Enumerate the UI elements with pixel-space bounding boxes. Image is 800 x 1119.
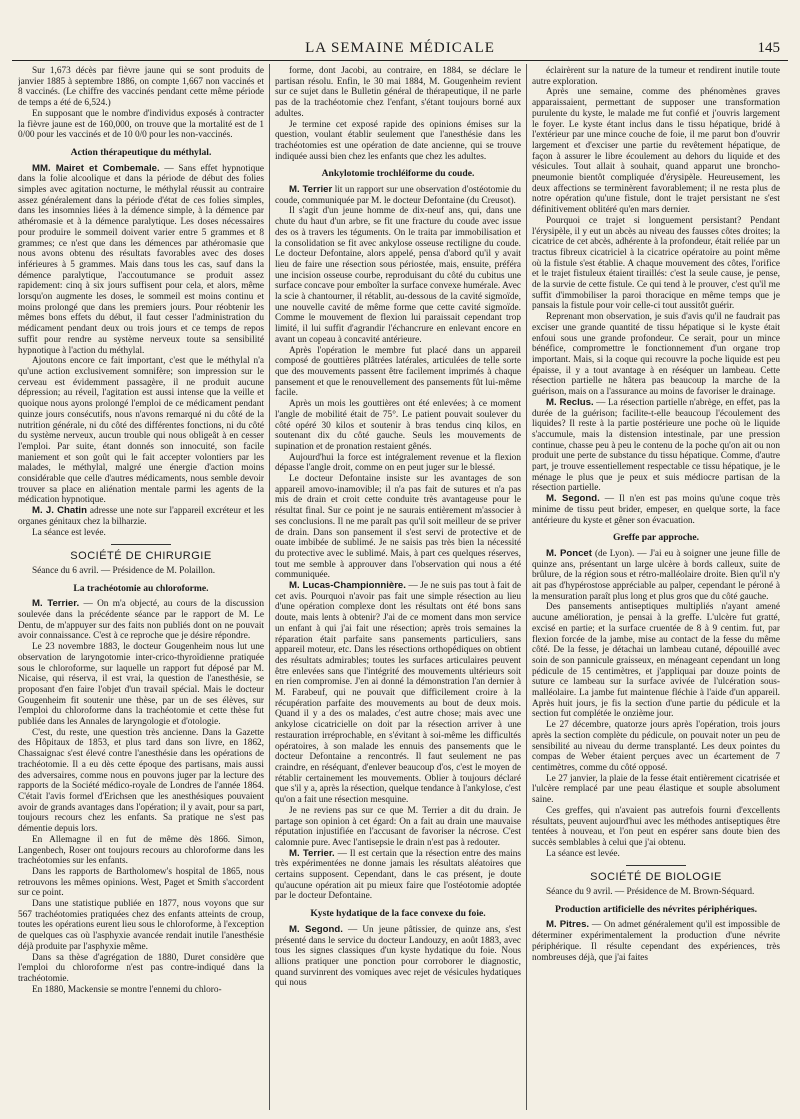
paragraph: En Allemagne il en fut de même dès 1866. Simon, Langenbech, Roser ont toujours recours au chloroforme dans les trachéotomies sur les enfants. xyxy=(18,834,264,867)
article-subheading: Greffe par approche. xyxy=(612,532,700,544)
paragraph xyxy=(18,164,264,357)
article-subheading: Kyste hydatique de la face convexe du foie. xyxy=(310,908,486,920)
paragraph: Pourquoi ce trajet si longuement persistant? Pendant l'érysipèle, il y eut un abcès au niveau des fausses côtes droites; la cicatrice de cet abcès, adhérente à la profondeur, était reliée par un tractus fibreux cicatriciel à la cicatrice opératoire au point même où la fistule s'est établie. A chaque mouvement des côtes, l'orifice et le trajet fistuleux étaient tiraillés: c'est la seule cause, je pense, de la survie de cette fistule. Ce qui tend à le prouver, c'est qu'il me suffit d'immobiliser la paroi thoracique en même temps que je pansais la fistule pour voir celle-ci tout aussitôt guérir. xyxy=(532,215,780,312)
paragraph-text: — Il n'en est pas moins qu'une coque très minime de tissu peut brider, empeser, en quelque sorte, la face antérieure du kyste et gêner son évacuation. xyxy=(532,494,780,526)
paragraph: Ajoutons encore ce fait important, c'est que le méthylal n'a qu'une action exclusivement somnifère; son impression sur le cerveau est évidemment passagère, il ne produit aucune dépression; au réveil, l'agitation est aussi intense que la veille et quoique nous ayons prolongé l'emploi de ce médicament pendant quinze jours consécutifs, nous n'avons remarqué ni du côté de la nutrition générale, ni du côté des différentes fonctions, ni du côté du système nerveux, aucun trouble qui nous obligeât à en cesser l'emploi. Par suite, étant donnés son innocuité, son facile maniement et son goût qui le fait accepter volontiers par les malades, le méthylal, malgré une énergie d'action moins considérable que celle d'autres médicaments, nous semble devoir trouver sa place en aliénation mentale parmi les agents de la médication hypnotique. xyxy=(18,356,264,506)
speaker-name: MM. Mairet et Combemale. xyxy=(32,162,160,174)
paragraph xyxy=(532,920,780,963)
paragraph: En supposant que le nombre d'individus exposés à contracter la fièvre jaune est de 160,000, on trouve que la mortalité est de 1 0/00 pour les vaccinés et de 10 0/0 pour les non-vaccinés. xyxy=(18,108,264,141)
paragraph: éclairèrent sur la nature de la tumeur et rendirent inutile toute autre exploration. xyxy=(532,66,780,87)
page-header xyxy=(12,38,788,62)
paragraph xyxy=(275,925,521,989)
paragraph: C'est, du reste, une question très ancienne. Dans la Gazette des Hôpitaux de 1853, et plus tard dans son livre, en 1862, Chassaignac s'est élevé contre l'anesthésie dans les opérations de trachéotomie. Il a eu dès cette époque des partisans, mais aussi des adversaires, comme nous en pouvons juger par la lecture des rapports de la Société médico-royale de Londres de l'année 1864. C'était l'avis formel d'Erichsen que les anesthésiques pouvaient avoir de grands avantages dans l'opération; il y avait, pour sa part, toujours recours chez les enfants. Sa pratique ne s'est pas démentie depuis lors. xyxy=(18,727,264,835)
paragraph-text: (de Lyon). — J'ai eu à soigner une jeune fille de quinze ans, présentant un large ulcère à bords calleux, suite de brûlure, de la région sous et rétro-malléolaire droite. Bien qu'il n'y ait pas d'hypérostose appréciable au palper, cependant le péroné à la mensuration paraît plus long et plus gros que du côté gauche. xyxy=(532,548,780,602)
speaker-name: M. Lucas-Championnière. xyxy=(289,580,406,592)
paragraph-text: — Il est certain que la résection entre des mains très expérimentées ne donne jamais les résultats aléatoires que certains supposent. Cependant, dans le cas présent, je doute qu'aucune opération ait pu mieux faire que l'ostéotomie adoptée par le docteur Defontaine. xyxy=(275,848,521,902)
article-subheading: Production artificielle des névrites périphériques. xyxy=(554,903,758,915)
paragraph: Dans les rapports de Bartholomew's hospital de 1865, nous retrouvons les mêmes opinions. West, Paget et Smith s'accordent sur ce point. xyxy=(18,866,264,899)
column-3 xyxy=(532,66,780,1110)
paragraph-text: — Un jeune pâtissier, de quinze ans, s'est présenté dans le service du docteur Landouzy, en août 1883, avec tous les signes classiques d'un kyste hydatique du foie. Nous allions pratiquer une ponction pour corroborer le diagnostic, quand survinrent des vomiques avec rejet de vésicules hydatiques qui nous xyxy=(275,924,521,989)
paragraph: Dans une statistique publiée en 1877, nous voyons que sur 567 trachéotomies pratiquées chez des enfants atteints de croup, toutes les opérations eurent lieu sous le chloroforme, à l'exception de quelques cas où l'asphyxie avancée rendait inutile l'anesthésie déjà produite par l'asphyxie même. xyxy=(18,899,264,952)
article-subheading: Ankylotomie trochléiforme du coude. xyxy=(321,168,475,180)
speaker-name: M. Terrier xyxy=(289,184,333,196)
paragraph: Je termine cet exposé rapide des opinions émises sur la question, voulant établir seulement que l'anesthésie dans les trachéotomies est une opération de date ancienne, qui se trouve indiquée aussi bien chez les enfants que chez les adultes. xyxy=(275,119,521,162)
page-number: 145 xyxy=(757,40,780,56)
paragraph xyxy=(275,849,521,903)
column-divider xyxy=(269,64,270,1110)
closing-line: La séance est levée. xyxy=(546,848,620,859)
paragraph: Ces greffes, qui n'avaient pas autrefois fourni d'excellents résultats, peuvent aujourd'hui avec les méthodes antiseptiques être tentées à nouveau, et l'on peut en espérer sans doute bien des succès semblables à celui que j'ai obtenu. xyxy=(532,805,780,848)
paragraph: Le 27 décembre, quatorze jours après l'opération, trois jours après la section complète du pédicule, on pouvait noter un peu de sensibilité au niveau du derme transplanté. Les deux pointes du compas de Weber étaient perçues avec un écartement de 7 centimètres, comme du côté opposé. xyxy=(532,720,780,773)
paragraph-text: lit un rapport sur une observation d'ostéotomie du coude, communiquée par M. le docteur Defontaine (du Creusot). xyxy=(275,185,521,206)
paragraph: Des pansements antiseptiques multipliés n'ayant amené aucune amélioration, je pensai à la greffe. L'ulcère fut gratté, excisé en partie; et la surface cruentée de 8 à 9 centim. fut, par flexion forcée de la jambe, mise au contact de la fesse du même côté. De la fesse, je détachai un lambeau cutané, dépouillé avec soin de son pannicule graisseux, en ménageant cependant un long pédicule de 15 centimètres, et j'appliquai par douze points de suture ce lambeau sur la surface avivée de l'ulcération sous-malléolaire. La jambe fut maintenue fléchie à l'aide d'un appareil. Après huit jours, je fis la section d'une partie du pédicule et la section fut complétée le onzième jour. xyxy=(532,602,780,720)
paragraph-text: — La résection partielle n'abrège, en effet, pas la durée de la guérison; facilite-t-elle beaucoup l'écoulement des liquides? Il reste à la partie postérieure une poche où le liquide s'accumule, mais la distension intestinale, par une pression continue, chasse peu à peu le contenu de la poche qu'on ait ou non produit une perte de substance du tissu hépatique. Comme, d'autre part, je trouve essentiellement respectable ce tissu hépatique, je le ménage le plus que je peux et suis médiocre partisan de la résection partielle. xyxy=(532,397,780,494)
paragraph-text: — On admet généralement qu'il est impossible de déterminer expérimentalement la production d'une névrite périphérique. Il résulte cependant des expériences, très nombreuses déjà, que j'ai faites xyxy=(532,920,780,963)
paragraph: Aujourd'hui la force est intégralement revenue et la flexion dépasse l'angle droit, comme on en peut juger sur le blessé. xyxy=(275,452,521,474)
speaker-name: M. Terrier. xyxy=(32,598,80,610)
speaker-name: M. Pitres. xyxy=(546,919,590,931)
paragraph xyxy=(18,506,264,527)
session-line: Séance du 9 avril. — Présidence de M. Brown-Séquard. xyxy=(546,887,755,898)
section-rule xyxy=(111,544,171,545)
paragraph-text: — Je ne suis pas tout à fait de cet avis. Pourquoi n'avoir pas fait une simple résection au lieu d'une opération complexe dont les résultats ont été bons sans doute, mais lents à obtenir? J'ai de ce moment dans mon service un enfant à qui j'ai fait une résection; après trois semaines la réparation était parfaite sans pansements particuliers, sans appareil moteur, etc. Dans les résections orthopédiques on obtient des résultats admirables; toutes les surfaces articulaires peuvent être enlevées sans que l'intégrité des mouvements ultérieurs soit en rien compromise. J'en ai donné la démonstration l'an dernier à M. Farabeuf, qui ne pouvait que difficilement croire à la récupération parfaite des mouvements au bout de deux mois. Quand il y a des os malades, c'est autre chose; mais avec une ankylose cicatricielle on doit par la résection arriver à une restauration irréprochable, en s'évitant à soi-même les difficultés opératoires, à son malade les ennuis des pansements que le docteur Defontaine a rencontrés. Il faut seulement ne pas craindre, en réséquant, d'enlever beaucoup d'os, c'est le moyen de rétablir certainement les mouvements. Oblier à toujours déclaré que s'il y a, après la résection, quelque tendance à l'ankylose, c'est qu'on a fait une résection mesquine. xyxy=(275,581,521,806)
paragraph: Le docteur Defontaine insiste sur les avantages de son appareil amovo-inamovible; il n'a pas fait de sutures et n'a pas mis de drain et croit cette conduite très avantageuse pour le résultat final. Sur ce point je ne saurais entièrement m'associer à ses conclusions. Il ne me paraît pas qu'il soit meilleur de se priver de drain. Dans son pansement il s'est servi de protective et de ouate imbibée de sublimé. Je ne saisis pas très bien la nécessité du protective avec le sublimé. Mais, à part ces quelques réserves, tout me semble à approuver dans l'observation qui nous a été communiquée. xyxy=(275,474,521,581)
paragraph: Reprenant mon observation, je suis d'avis qu'il ne faudrait pas exciser une grande quantité de tissu hépatique si le kyste était enfoui sous une grande profondeur. Ce serait, pour un mince bénéfice, compromettre le fonctionnement d'un organe trop important. Mais, si la coque qui recouvre la poche liquide est peu épaisse, il y a tout avantage à en réséquer un lambeau. Cette résection partielle ne hâtera pas beaucoup la marche de la guérison, mais on a l'assurance au moins de favoriser le drainage. xyxy=(532,312,780,398)
section-heading: SOCIÉTÉ DE BIOLOGIE xyxy=(590,871,722,884)
section-rule xyxy=(626,865,686,866)
speaker-name: M. Poncet xyxy=(546,547,592,559)
paragraph: Après une semaine, comme des phénomènes graves apparaissaient, permettant de supposer une transformation purulente du kyste, le malade me fut confié et j'ouvris largement le foyer. Le kyste étant inclus dans le tissu hépatique, bridé à l'extérieur par une mince couche de foie, il me parut bon d'ouvrir largement et d'exciser une partie du revêtement hépatique, de façon à assurer le libre écoulement au dehors du liquide et des vésicules. Tout allait à souhait, quand apparut une broncho-pneumonie bientôt compliquée d'érysipèle. Heureusement, les deux affections se terminèrent favorablement; il ne resta plus de notre opération qu'une fistule, dont le trajet persistant ne s'est définitivement oblitéré qu'en mars dernier. xyxy=(532,87,780,216)
speaker-name: M. Reclus. xyxy=(546,396,594,408)
paragraph: Après l'opération le membre fut placé dans un appareil composé de gouttières plâtrées latérales, articulées de telle sorte que des mouvements passent être facilement imprimés à chaque pansement et que le renouvellement des pansements fût lui-même facile. xyxy=(275,345,521,399)
paragraph: Je ne reviens pas sur ce que M. Terrier a dit du drain. Je partage son opinion à cet égard: On a fait au drain une mauvaise réputation injustifiée en l'accusant de favoriser la nécrose. C'est calomnie pure. Avec l'antisepsie le drain n'est pas à redouter. xyxy=(275,805,521,848)
session-line: Séance du 6 avril. — Présidence de M. Polaillon. xyxy=(32,565,216,576)
paragraph xyxy=(275,581,521,806)
paragraph: Après un mois les gouttières ont été enlevées; à ce moment l'angle de mobilité était de 75°. Le patient pouvait soulever du côté opéré 30 kilos et soutenir à bras tendus cinq kilos, en soutenant dix du côté gauche. Seuls les mouvements de supination et de pronation restaient gênés. xyxy=(275,399,521,452)
paragraph xyxy=(532,494,780,526)
paragraph xyxy=(532,398,780,494)
speaker-name: M. Segond. xyxy=(289,923,343,935)
speaker-name: M. J. Chatin xyxy=(32,505,87,517)
paragraph-text: — On m'a objecté, au cours de la discussion soulevée dans la précédente séance par le rapport de M. Le Dentu, de m'appuyer sur des faits non publiés dont on ne pouvait avoir connaissance. C'est à ce reproche que je désire répondre. xyxy=(18,599,264,642)
paragraph: Dans sa thèse d'agrégation de 1880, Duret considère que l'emploi du chloroforme n'est pas contre-indiqué dans la trachéotomie. xyxy=(18,952,264,984)
paragraph: forme, dont Jacobi, au contraire, en 1884, se déclare le partisan résolu. Enfin, le 30 mai 1884, M. Gougenheim revient sur ce sujet dans le Bulletin général de thérapeutique, il ne parle pas de la trachéotomie chez l'enfant, s'étant toujours borné aux adultes. xyxy=(275,66,521,119)
column-divider xyxy=(526,64,527,1110)
paragraph: Sur 1,673 décès par fièvre jaune qui se sont produits de janvier 1885 à septembre 1886, on compte 1,667 non vaccinés et 8 vaccinés. (Le chiffre des vaccinés pendant cette même période de temps a été de 6,524.) xyxy=(18,66,264,109)
article-subheading: La trachéotomie au chloroforme. xyxy=(73,582,209,594)
speaker-name: M. Segond. xyxy=(546,493,600,505)
column-2 xyxy=(275,66,521,1110)
paragraph xyxy=(275,185,521,206)
header-rule xyxy=(12,60,788,61)
paragraph-text: adresse une note sur l'appareil excréteur et les organes génitaux chez la bilharzie. xyxy=(18,506,264,527)
journal-title: LA SEMAINE MÉDICALE xyxy=(305,40,495,56)
article-subheading: Action thérapeutique du méthylal. xyxy=(70,146,212,158)
section-heading: SOCIÉTÉ DE CHIRURGIE xyxy=(70,550,212,563)
column-1 xyxy=(18,66,264,1110)
paragraph xyxy=(532,549,780,603)
paragraph: Il s'agit d'un jeune homme de dix-neuf ans, qui, dans une chute du haut d'un arbre, se fit une fracture du coude avec issue des os à travers les téguments. On le traita par immobilisation et la consolidation se fit avec ankylose osseuse rectiligne du coude. Le docteur Defontaine, alors appelé, pensa d'abord qu'il y avait lieu de faire une résection sous périostée, mais, ensuite, préféra une incision osseuse courbe, reproduisant du côté du cubitus une surface concave pour emboîter la surface convexe humérale. Avec la scie à chantourner, il rétablit, au-dessous de la cavité sigmoïde, une nouvelle cavité de même forme que cette cavité sigmoïde. Comme le mouvement de flexion lui paraissait cependant trop limité, il lui suffit d'agrandir l'échancrure en enlevant encore en avant un copeau à concavité antérieure. xyxy=(275,206,521,345)
paragraph: En 1880, Mackensie se montre l'ennemi du chloro- xyxy=(32,984,222,995)
speaker-name: M. Terrier. xyxy=(289,847,335,859)
closing-line: La séance est levée. xyxy=(32,527,106,538)
paragraph-text: — Sans effet hypnotique dans la folie alcoolique et dans la période de début des folies simples avec agitation nocturne, le méthylal réussit au contraire assez généralement dans la période d'état de ces folies simples, dans les insomnies liées à la démence simple, à la démence par athéromasie et à la démence paralytique. Les doses nécessaires pour produire le sommeil doivent varier entre 5 grammes et 8 grammes; ce n'est que dans les démences par athéromasie que nous avons obtenu des résultats favorables avec des doses inférieures à 5 grammes. Mais dans tous les cas, sauf dans la démence paralytique, l'accoutumance se produit assez rapidement: cinq à six jours suffisent pour cela, et alors, même lorsqu'on augmente les doses, le sommeil est moins continu et moins prolongé que dans les premiers jours. Pour réobtenir les mêmes bons effets du début, il faut cesser l'administration du médicament pendant deux ou trois jours et ce temps de repos suffit pour rendre au système nerveux toute sa sensibilité hypnotique à l'action du méthylal. xyxy=(18,163,264,356)
paragraph xyxy=(18,599,264,642)
paragraph: Le 27 janvier, la plaie de la fesse était entièrement cicatrisée et l'ulcère remplacé par une peau élastique et souple absolument saine. xyxy=(532,773,780,806)
paragraph: Le 23 novembre 1883, le docteur Gougenheim nous lut une observation de laryngotomie inter-crico-thyroïdienne pratiquée sous le chloroforme, sur laquelle un rapport fut déposé par M. Nicaise, qui réserva, il est vrai, la question de l'anesthésie, se proposant d'en faire l'objet d'un travail spécial. Mais le docteur Gougenheim fit soutenir une thèse, par un de ses élèves, sur l'emploi du chloroforme dans la trachéotomie et cette thèse fut publiée dans les Annales de laryngologie et d'otologie. xyxy=(18,642,264,728)
